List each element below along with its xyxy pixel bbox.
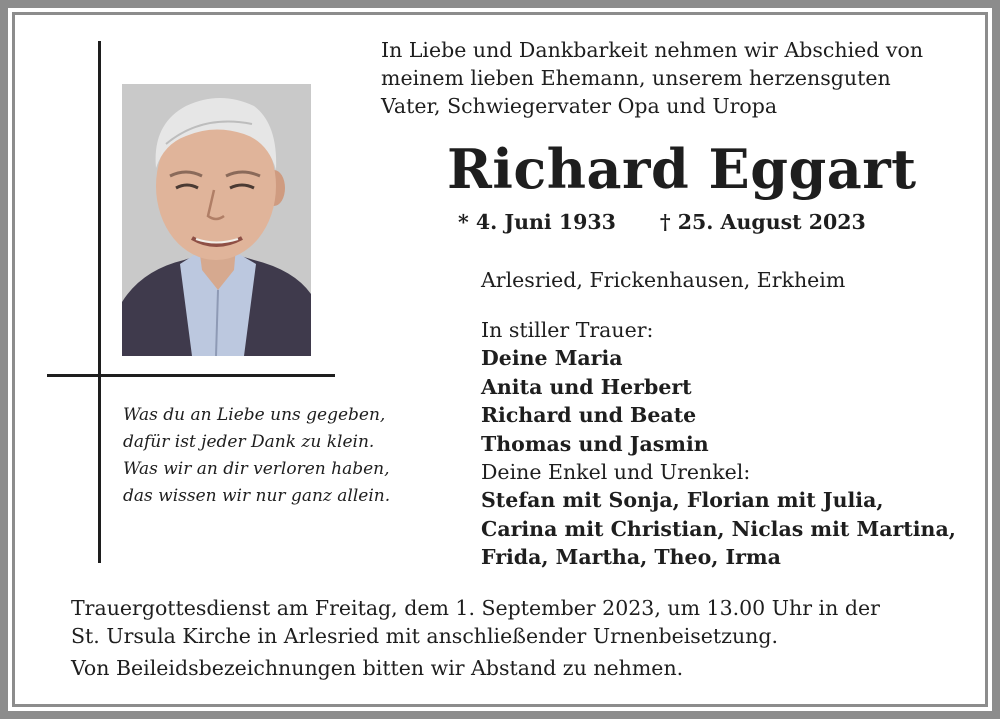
grandchildren-heading: Deine Enkel und Urenkel: bbox=[481, 460, 751, 485]
family-member: Thomas und Jasmin bbox=[481, 431, 709, 456]
poem-line: Was wir an dir verloren haben, bbox=[123, 459, 390, 479]
cross-vertical-line bbox=[98, 41, 101, 563]
family-member: Anita und Herbert bbox=[481, 374, 692, 399]
death-date: † 25. August 2023 bbox=[659, 210, 866, 234]
poem-line: dafür ist jeder Dank zu klein. bbox=[123, 432, 375, 452]
cross-horizontal-line bbox=[47, 374, 335, 377]
service-line: St. Ursula Kirche in Arlesried mit anschließender Urnenbeisetzung. bbox=[71, 624, 779, 648]
family-member: Deine Maria bbox=[481, 346, 623, 371]
poem bbox=[123, 402, 390, 510]
portrait-photo bbox=[122, 84, 311, 356]
intro-line: meinem lieben Ehemann, unserem herzensguten bbox=[381, 66, 891, 90]
intro-line: In Liebe und Dankbarkeit nehmen wir Abschied von bbox=[381, 38, 924, 62]
birth-date: * 4. Juni 1933 bbox=[458, 210, 616, 234]
grandchildren-line: Stefan mit Sonja, Florian mit Julia, bbox=[481, 488, 884, 513]
poem-line: Was du an Liebe uns gegeben, bbox=[123, 405, 386, 425]
mourners-list bbox=[481, 316, 956, 572]
poem-line: das wissen wir nur ganz allein. bbox=[123, 486, 391, 506]
mourning-heading: In stiller Trauer: bbox=[481, 318, 654, 342]
grandchildren-line: Frida, Martha, Theo, Irma bbox=[481, 545, 781, 570]
life-dates bbox=[458, 210, 866, 234]
deceased-name: Richard Eggart bbox=[447, 137, 917, 201]
places: Arlesried, Frickenhausen, Erkheim bbox=[481, 268, 846, 292]
family-member: Richard und Beate bbox=[481, 403, 697, 428]
service-line: Trauergottesdienst am Freitag, dem 1. September 2023, um 13.00 Uhr in der bbox=[71, 596, 880, 620]
intro-text bbox=[381, 36, 923, 120]
grandchildren-line: Carina mit Christian, Niclas mit Martina, bbox=[481, 516, 956, 541]
intro-line: Vater, Schwiegervater Opa und Uropa bbox=[381, 94, 778, 118]
condolence-notice: Von Beileidsbezeichnungen bitten wir Abstand zu nehmen. bbox=[71, 656, 684, 680]
service-info bbox=[71, 594, 880, 650]
